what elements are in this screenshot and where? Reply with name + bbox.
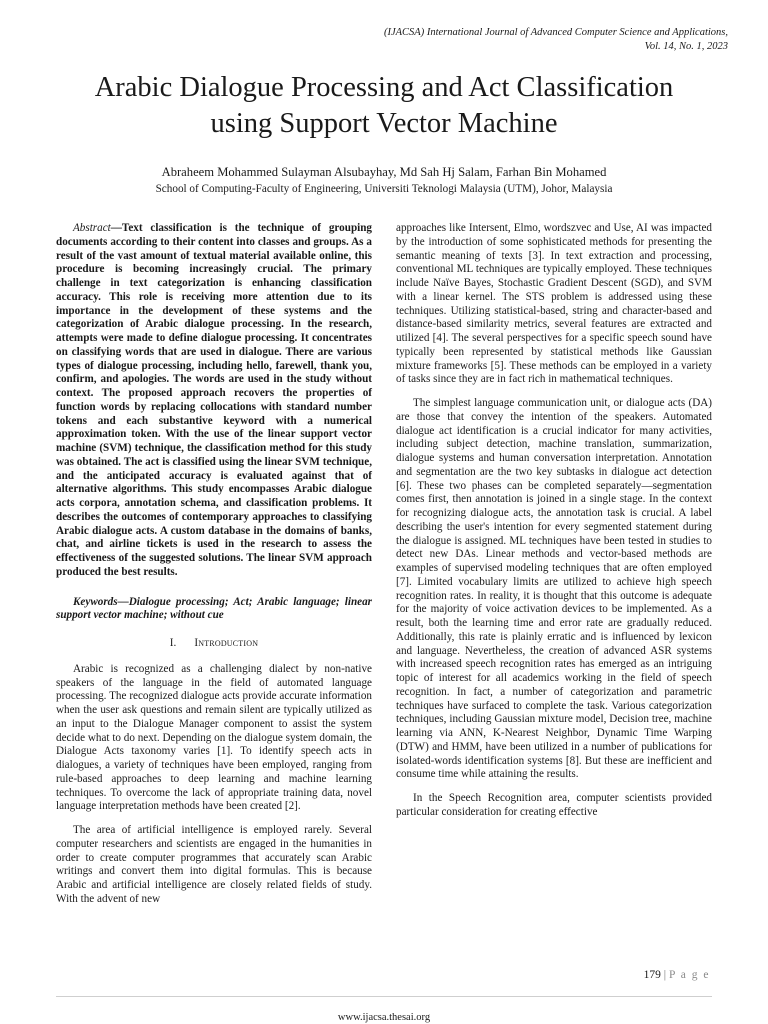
abstract-label: Abstract	[73, 222, 111, 234]
footer-divider	[56, 996, 712, 997]
body-paragraph: Arabic is recognized as a challenging dialect by non-native speakers of the language in the field of automated language processing. The recognized dialogue acts provide accurate information when the user ask questions and remain silent are typically utilized as an input to the Dialogue Manager component to assist the system decide what to do next. Depending on the dialogue system domain, the Dialogue Acts taxonomy varies [1]. To identify speech acts in dialogues, a variety of techniques have been employed, ranging from rule-based approaches to deep learning and machine learning techniques. To overcome the lack of appropriate training data, novel language interpretation methods have been created [2].	[56, 662, 372, 813]
keywords	[56, 596, 372, 624]
keywords-text: Dialogue processing; Act; Arabic language; linear support vector machine; without cue	[56, 595, 372, 622]
abstract-dash: —	[110, 222, 122, 234]
title-line-1: Arabic Dialogue Processing and Act Classification	[94, 72, 674, 103]
section-name: Introduction	[194, 637, 259, 649]
body-paragraph: The area of artificial intelligence is employed rarely. Several computer researchers and scientists are engaged in the humanities in order to create computer programmes that accurately scan Arabic writings and convert them into digital formulas. This is because Arabic and artificial intelligence are closely related fields of study. With the advent of new	[56, 824, 372, 905]
journal-volume: Vol. 14, No. 1, 2023	[644, 41, 728, 52]
author-list: Abraheem Mohammed Sulayman Alsubayhay, Md Sah Hj Salam, Farhan Bin Mohamed	[161, 165, 607, 179]
title-line-2: using Support Vector Machine	[210, 108, 558, 139]
page-separator: |	[663, 969, 667, 981]
page-word: P a g e	[668, 969, 710, 981]
right-column	[396, 222, 712, 820]
journal-website[interactable]: www.ijacsa.thesai.org	[337, 1012, 431, 1023]
page-number-label	[644, 969, 710, 981]
abstract-text: Text classification is the technique of grouping documents according to their content into classes and groups. As a result of the vast amount of textual material available online, this procedure is becoming increasingly crucial. The primary challenge in text categorization is enhancing classification accuracy. This role is receiving more attention due to its importance in the development of these systems and the categorization of Arabic dialogue processing. In the research, attempts were made to define dialogue processing. It concentrates on classifying words that are used in dialogue. There are various types of dialogue processing, including hello, farewell, thank you, confirm, and apologies. The words are used in the study without context. The proposed approach recovers the properties of function words by replacing collocations with standard number tokens and each substantive keyword with a numerical approximation token. With the use of the linear support vector machine (SVM) technique, the classification method for this study was obtained. The act is classified using the linear SVM technique, and the anticipated accuracy is evaluated against that of alternative algorithms. This study encompasses Arabic dialogue acts corpora, annotation schema, and classification problems. It describes the outcomes of contemporary approaches to classifying Arabic dialogue acts. A custom database in the domains of banks, chat, and airline tickets is used in the research to assess the effectiveness of the suggested solutions. The linear SVM approach produced the best results.	[56, 222, 372, 578]
keywords-label: Keywords—	[73, 595, 129, 608]
abstract	[56, 222, 372, 580]
journal-header	[128, 26, 728, 54]
body-paragraph: The simplest language communication unit, or dialogue acts (DA) are those that convey the intention of the speakers. Automated dialogue act identification is a crucial indicator for many activities, including subject detection, machine translation, summarization, dialogue systems and human conversation interpretation. Annotation and segmentation are the two key subtasks in dialogue act detection [6]. These two phases can be completed separately—segmentation comes first, then annotation is joined in a single stage. In the context for recognizing dialogue acts, the annotation task is crucial. A label describing the user's intention for every segmented statement during the dialogue is assigned. ML techniques have been tested in studies to detect new DAs. Linear methods and vector-based methods are examples of supervised modeling techniques that are often employed [7]. Limited vocabulary limits are utilized to achieve high speech recognition rates. In reality, it is thought that this outcome is adequate for the majority of voice activation devices to be implemented. As a result, both the learning time and error rate are gradually reduced. Additionally, this rate is plainly erratic and is influenced by lexicon and language. Nevertheless, the creation of advanced ASR systems with increased speech recognition rates has emerged as an intriguing topic of interest for all academics working in the field of speech recognition. In fact, a number of categorization and parametric techniques have surfaced to complete the task. Various categorization techniques, including Gaussian mixture model, Decision tree, machine learning via ANN, K-Nearest Neighbor, Dynamic Time Warping (DTW) and HMM, have been utilized in a number of publications for isolated-words identification systems [8]. But these are inefficient and consume time while attaining the results.	[396, 397, 712, 781]
journal-name: (IJACSA) International Journal of Advanced Computer Science and Applications,	[383, 27, 728, 38]
paper-title	[40, 70, 728, 142]
author-affiliation: School of Computing-Faculty of Engineering, Universiti Teknologi Malaysia (UTM), Johor, Malaysia	[155, 183, 613, 195]
section-heading-introduction	[56, 637, 372, 651]
section-number: I.	[169, 637, 177, 649]
page-number: 179	[643, 969, 661, 981]
body-paragraph: approaches like Intersent, Elmo, wordszvec and Use, AI was impacted by the introduction of some sophisticated methods for presenting the semantic meaning of texts [3]. In text extraction and processing, conventional ML techniques are typically employed. These techniques include Naïve Bayes, Stochastic Gradient Descent (SGD), and SVM with a linear kernel. The STS problem is addressed using these techniques. Utilizing statistical-based, string and character-based and distance-based similarity metrics, several features are extracted and utilized [4]. The several perspectives for a specific speech sound have typically been represented by statistical methods like Gaussian mixture frameworks [5]. These methods can be employed in a variety of tasks since they are in fact rich in mathematical techniques.	[396, 222, 712, 386]
left-column	[56, 222, 372, 907]
body-paragraph: In the Speech Recognition area, computer scientists provided particular consideration for creating effective	[396, 792, 712, 818]
